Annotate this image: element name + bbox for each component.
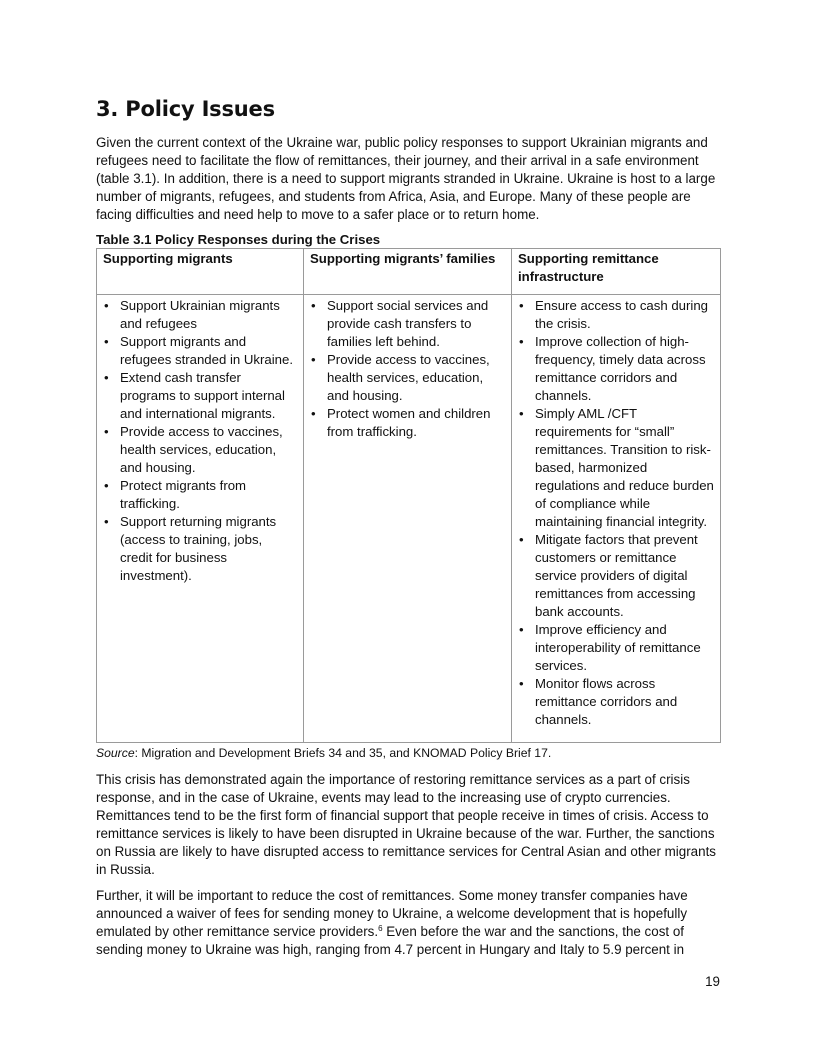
families-list xyxy=(310,297,505,441)
paragraph-text: Further, it will be important to reduce the cost of remittances. Some money transfer companies have announced a waiver of fees for sending money to Ukraine, a welcome development that is hopefully emulated by other remittance service providers. xyxy=(96,888,688,939)
list-item: • Support Ukrainian migrants and refugees xyxy=(103,297,297,333)
list-item: • Simply AML /CFT requirements for “small” remittances. Transition to risk-based, harmonized regulations and reduce burden of compliance while maintaining financial integrity. xyxy=(518,405,714,531)
list-item: • Mitigate factors that prevent customers or remittance service providers of digital remittances from accessing bank accounts. xyxy=(518,531,714,621)
column-header-migrants: Supporting migrants xyxy=(97,249,304,295)
list-item: • Protect migrants from trafficking. xyxy=(103,477,297,513)
list-item: • Support social services and provide cash transfers to families left behind. xyxy=(310,297,505,351)
table-caption: Table 3.1 Policy Responses during the Crises xyxy=(96,232,381,247)
column-header-infrastructure: Supporting remittance infrastructure xyxy=(512,249,721,295)
paragraph-text-continued: Even before the war and the sanctions, the cost of sending money to Ukraine was high, ranging from 4.7 percent in Hungary and Italy to 5.9 percent in xyxy=(96,924,685,957)
migrants-cell xyxy=(97,295,304,743)
list-item: • Provide access to vaccines, health services, education, and housing. xyxy=(103,423,297,477)
table-row xyxy=(97,295,721,743)
column-header-families: Supporting migrants’ families xyxy=(304,249,512,295)
list-item: • Ensure access to cash during the crisis. xyxy=(518,297,714,333)
source-label: Source xyxy=(96,746,135,760)
list-item: • Provide access to vaccines, health services, education, and housing. xyxy=(310,351,505,405)
list-item: • Improve efficiency and interoperability of remittance services. xyxy=(518,621,714,675)
page-number: 19 xyxy=(705,974,720,989)
intro-paragraph: Given the current context of the Ukraine war, public policy responses to support Ukrainian migrants and refugees need to facilitate the flow of remittances, their journey, and their arrival in a safe environment (table 3.1). In addition, there is a need to support migrants stranded in Ukraine. Ukraine is host to a large number of migrants, refugees, and students from Africa, Asia, and Europe. Many of these people are facing difficulties and need help to move to a safer place or to return home. xyxy=(96,135,716,222)
list-item: • Extend cash transfer programs to support internal and international migrants. xyxy=(103,369,297,423)
infrastructure-list xyxy=(518,297,714,729)
table-header-row xyxy=(97,249,721,295)
body-paragraph-2 xyxy=(96,887,720,959)
source-text: : Migration and Development Briefs 34 and 35, and KNOMAD Policy Brief 17. xyxy=(134,746,552,760)
infrastructure-cell xyxy=(512,295,721,743)
families-cell xyxy=(304,295,512,743)
list-item: • Support returning migrants (access to training, jobs, credit for business investment). xyxy=(103,513,297,585)
table-source-note xyxy=(96,745,720,761)
footnote-reference[interactable]: 6 xyxy=(378,924,383,933)
body-paragraph: This crisis has demonstrated again the importance of restoring remittance services as a part of crisis response, and in the case of Ukraine, events may lead to the increasing use of crypto currencies. Remittances tend to be the first form of financial support that people receive in times of crisis. Access to remittance services is likely to have been disrupted in Ukraine because of the war. Further, the sanctions on Russia are likely to have disrupted access to remittance services for Central Asian and other migrants in Russia. xyxy=(96,772,716,877)
policy-responses-table xyxy=(96,248,721,743)
migrants-list xyxy=(103,297,297,585)
list-item: • Improve collection of high-frequency, timely data across remittance corridors and channels. xyxy=(518,333,714,405)
section-heading: 3. Policy Issues xyxy=(96,97,275,121)
list-item: • Support migrants and refugees stranded in Ukraine. xyxy=(103,333,297,369)
document-page xyxy=(96,96,720,959)
list-item: • Monitor flows across remittance corridors and channels. xyxy=(518,675,714,729)
list-item: • Protect women and children from trafficking. xyxy=(310,405,505,441)
